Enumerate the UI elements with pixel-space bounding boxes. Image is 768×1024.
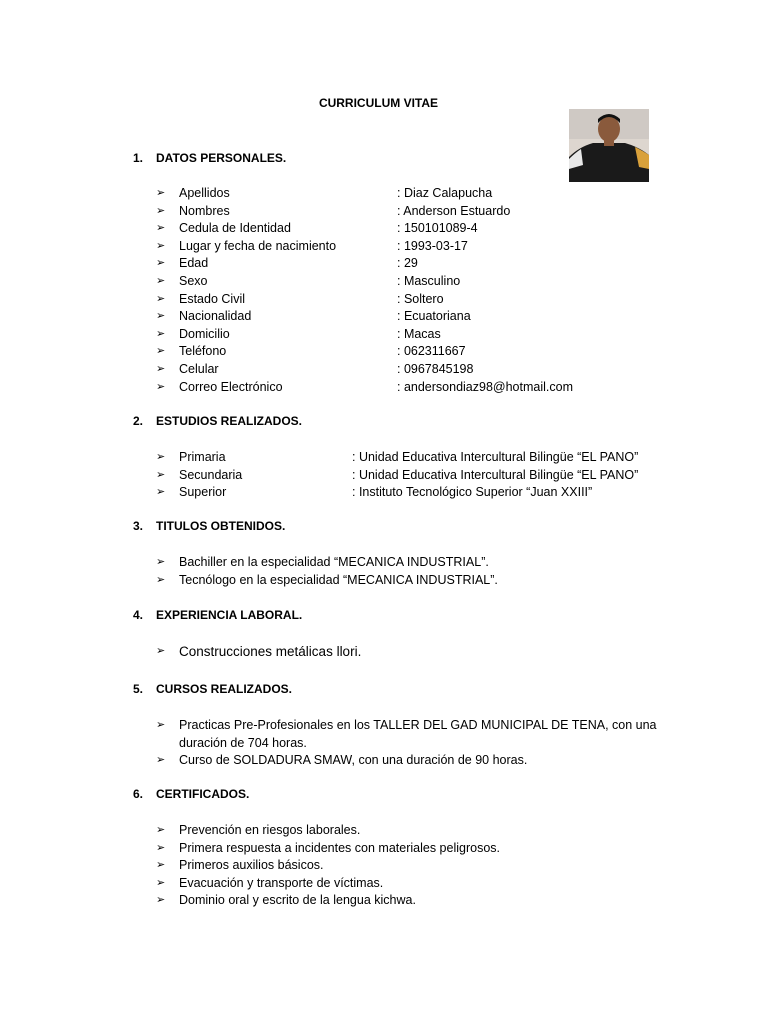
list-item-text: Curso de SOLDADURA SMAW, con una duración de 90 horas. — [179, 753, 528, 767]
field-label: Lugar y fecha de nacimiento — [179, 238, 337, 253]
list-item-text: Evacuación y transporte de víctimas. — [179, 875, 384, 890]
section-heading-courses — [133, 682, 292, 696]
field-label: Primaria — [179, 450, 226, 464]
bullet-arrow-icon: ➢ — [156, 239, 166, 252]
section-heading-certificates — [133, 787, 249, 801]
field-value: : 150101089-4 — [397, 221, 478, 236]
bullet-arrow-icon: ➢ — [156, 824, 166, 836]
list-item-text: Dominio oral y escrito de la lengua kichwa. — [179, 893, 416, 908]
bullet-arrow-icon: ➢ — [156, 486, 166, 499]
section-heading-experience — [133, 608, 302, 622]
bullet-arrow-icon: ➢ — [156, 876, 166, 889]
field-label: Domicilio — [179, 326, 230, 341]
field-value: : Masculino — [397, 274, 461, 288]
bullet-arrow-icon: ➢ — [156, 275, 166, 287]
field-label: Estado Civil — [179, 291, 245, 306]
section-title: DATOS PERSONALES. — [156, 151, 287, 165]
field-value: : Instituto Tecnológico Superior “Juan XXIII” — [352, 485, 593, 500]
section-number: 4. — [133, 608, 144, 622]
section-heading-titles — [133, 519, 285, 533]
field-label: Apellidos — [179, 186, 230, 200]
field-value: : 062311667 — [397, 344, 466, 359]
field-label: Celular — [179, 362, 219, 376]
bullet-arrow-icon: ➢ — [156, 292, 166, 305]
list-item-text: Tecnólogo en la especialidad “MECANICA INDUSTRIAL”. — [179, 572, 498, 587]
field-label: Nombres — [179, 203, 230, 218]
profile-photo — [569, 109, 649, 182]
section-title: CURSOS REALIZADOS. — [156, 682, 293, 696]
bullet-arrow-icon: ➢ — [156, 363, 166, 375]
bullet-arrow-icon: ➢ — [156, 841, 166, 854]
bullet-arrow-icon: ➢ — [156, 327, 166, 340]
bullet-arrow-icon: ➢ — [156, 556, 166, 568]
bullet-arrow-icon: ➢ — [156, 222, 166, 235]
bullet-arrow-icon: ➢ — [156, 754, 166, 766]
bullet-arrow-icon: ➢ — [156, 187, 166, 199]
field-value: : 1993-03-17 — [397, 238, 468, 253]
list-item-text: Practicas Pre-Profesionales en los TALLER DEL GAD MUNICIPAL DE TENA, con una — [179, 718, 657, 732]
bullet-arrow-icon: ➢ — [156, 719, 166, 731]
list-item-text: Primeros auxilios básicos. — [179, 858, 324, 873]
section-title: CERTIFICADOS. — [156, 787, 250, 801]
bullet-arrow-icon: ➢ — [156, 345, 166, 358]
field-label: Teléfono — [179, 344, 227, 359]
field-value: : Macas — [397, 326, 441, 341]
field-value: : Anderson Estuardo — [397, 203, 511, 218]
bullet-arrow-icon: ➢ — [156, 380, 166, 393]
bullet-arrow-icon: ➢ — [156, 451, 166, 463]
section-title: EXPERIENCIA LABORAL. — [156, 608, 303, 622]
field-label: Cedula de Identidad — [179, 221, 291, 236]
field-label: Correo Electrónico — [179, 379, 283, 394]
section-number: 1. — [133, 151, 144, 165]
field-value: : Unidad Educativa Intercultural Bilingüe “EL PANO” — [352, 450, 639, 464]
section-number: 2. — [133, 414, 144, 428]
section-title: ESTUDIOS REALIZADOS. — [156, 414, 303, 428]
field-label: Sexo — [179, 274, 208, 288]
bullet-arrow-icon: ➢ — [156, 894, 166, 907]
section-number: 3. — [133, 519, 144, 533]
section-heading-studies — [133, 414, 302, 428]
field-value: : Unidad Educativa Intercultural Bilingüe “EL PANO” — [352, 467, 639, 482]
field-label: Nacionalidad — [179, 309, 252, 324]
field-label: Edad — [179, 256, 209, 271]
bullet-arrow-icon: ➢ — [156, 468, 166, 481]
field-value: : Soltero — [397, 291, 444, 306]
field-label: Secundaria — [179, 467, 243, 482]
list-item-text: Prevención en riesgos laborales. — [179, 823, 361, 837]
list-item-text: Construcciones metálicas llori. — [179, 644, 362, 659]
section-number: 5. — [133, 682, 144, 696]
section-heading-personal — [133, 151, 286, 165]
field-value: : 29 — [397, 256, 418, 271]
bullet-arrow-icon: ➢ — [156, 645, 166, 657]
field-label: Superior — [179, 485, 227, 500]
section-title: TITULOS OBTENIDOS. — [156, 519, 286, 533]
list-item-text: duración de 704 horas. — [179, 735, 307, 750]
bullet-arrow-icon: ➢ — [156, 573, 166, 586]
bullet-arrow-icon: ➢ — [156, 859, 166, 872]
field-value: : 0967845198 — [397, 362, 474, 376]
document-title: CURRICULUM VITAE — [318, 96, 439, 110]
bullet-arrow-icon: ➢ — [156, 310, 166, 323]
list-item-text: Bachiller en la especialidad “MECANICA INDUSTRIAL”. — [179, 555, 489, 569]
bullet-arrow-icon: ➢ — [156, 257, 166, 270]
list-item-text: Primera respuesta a incidentes con materiales peligrosos. — [179, 840, 500, 855]
bullet-arrow-icon: ➢ — [156, 204, 166, 217]
field-value: : Ecuatoriana — [397, 309, 471, 324]
field-value: : andersondiaz98@hotmail.com — [397, 379, 573, 394]
field-value: : Diaz Calapucha — [397, 186, 493, 200]
section-number: 6. — [133, 787, 144, 801]
